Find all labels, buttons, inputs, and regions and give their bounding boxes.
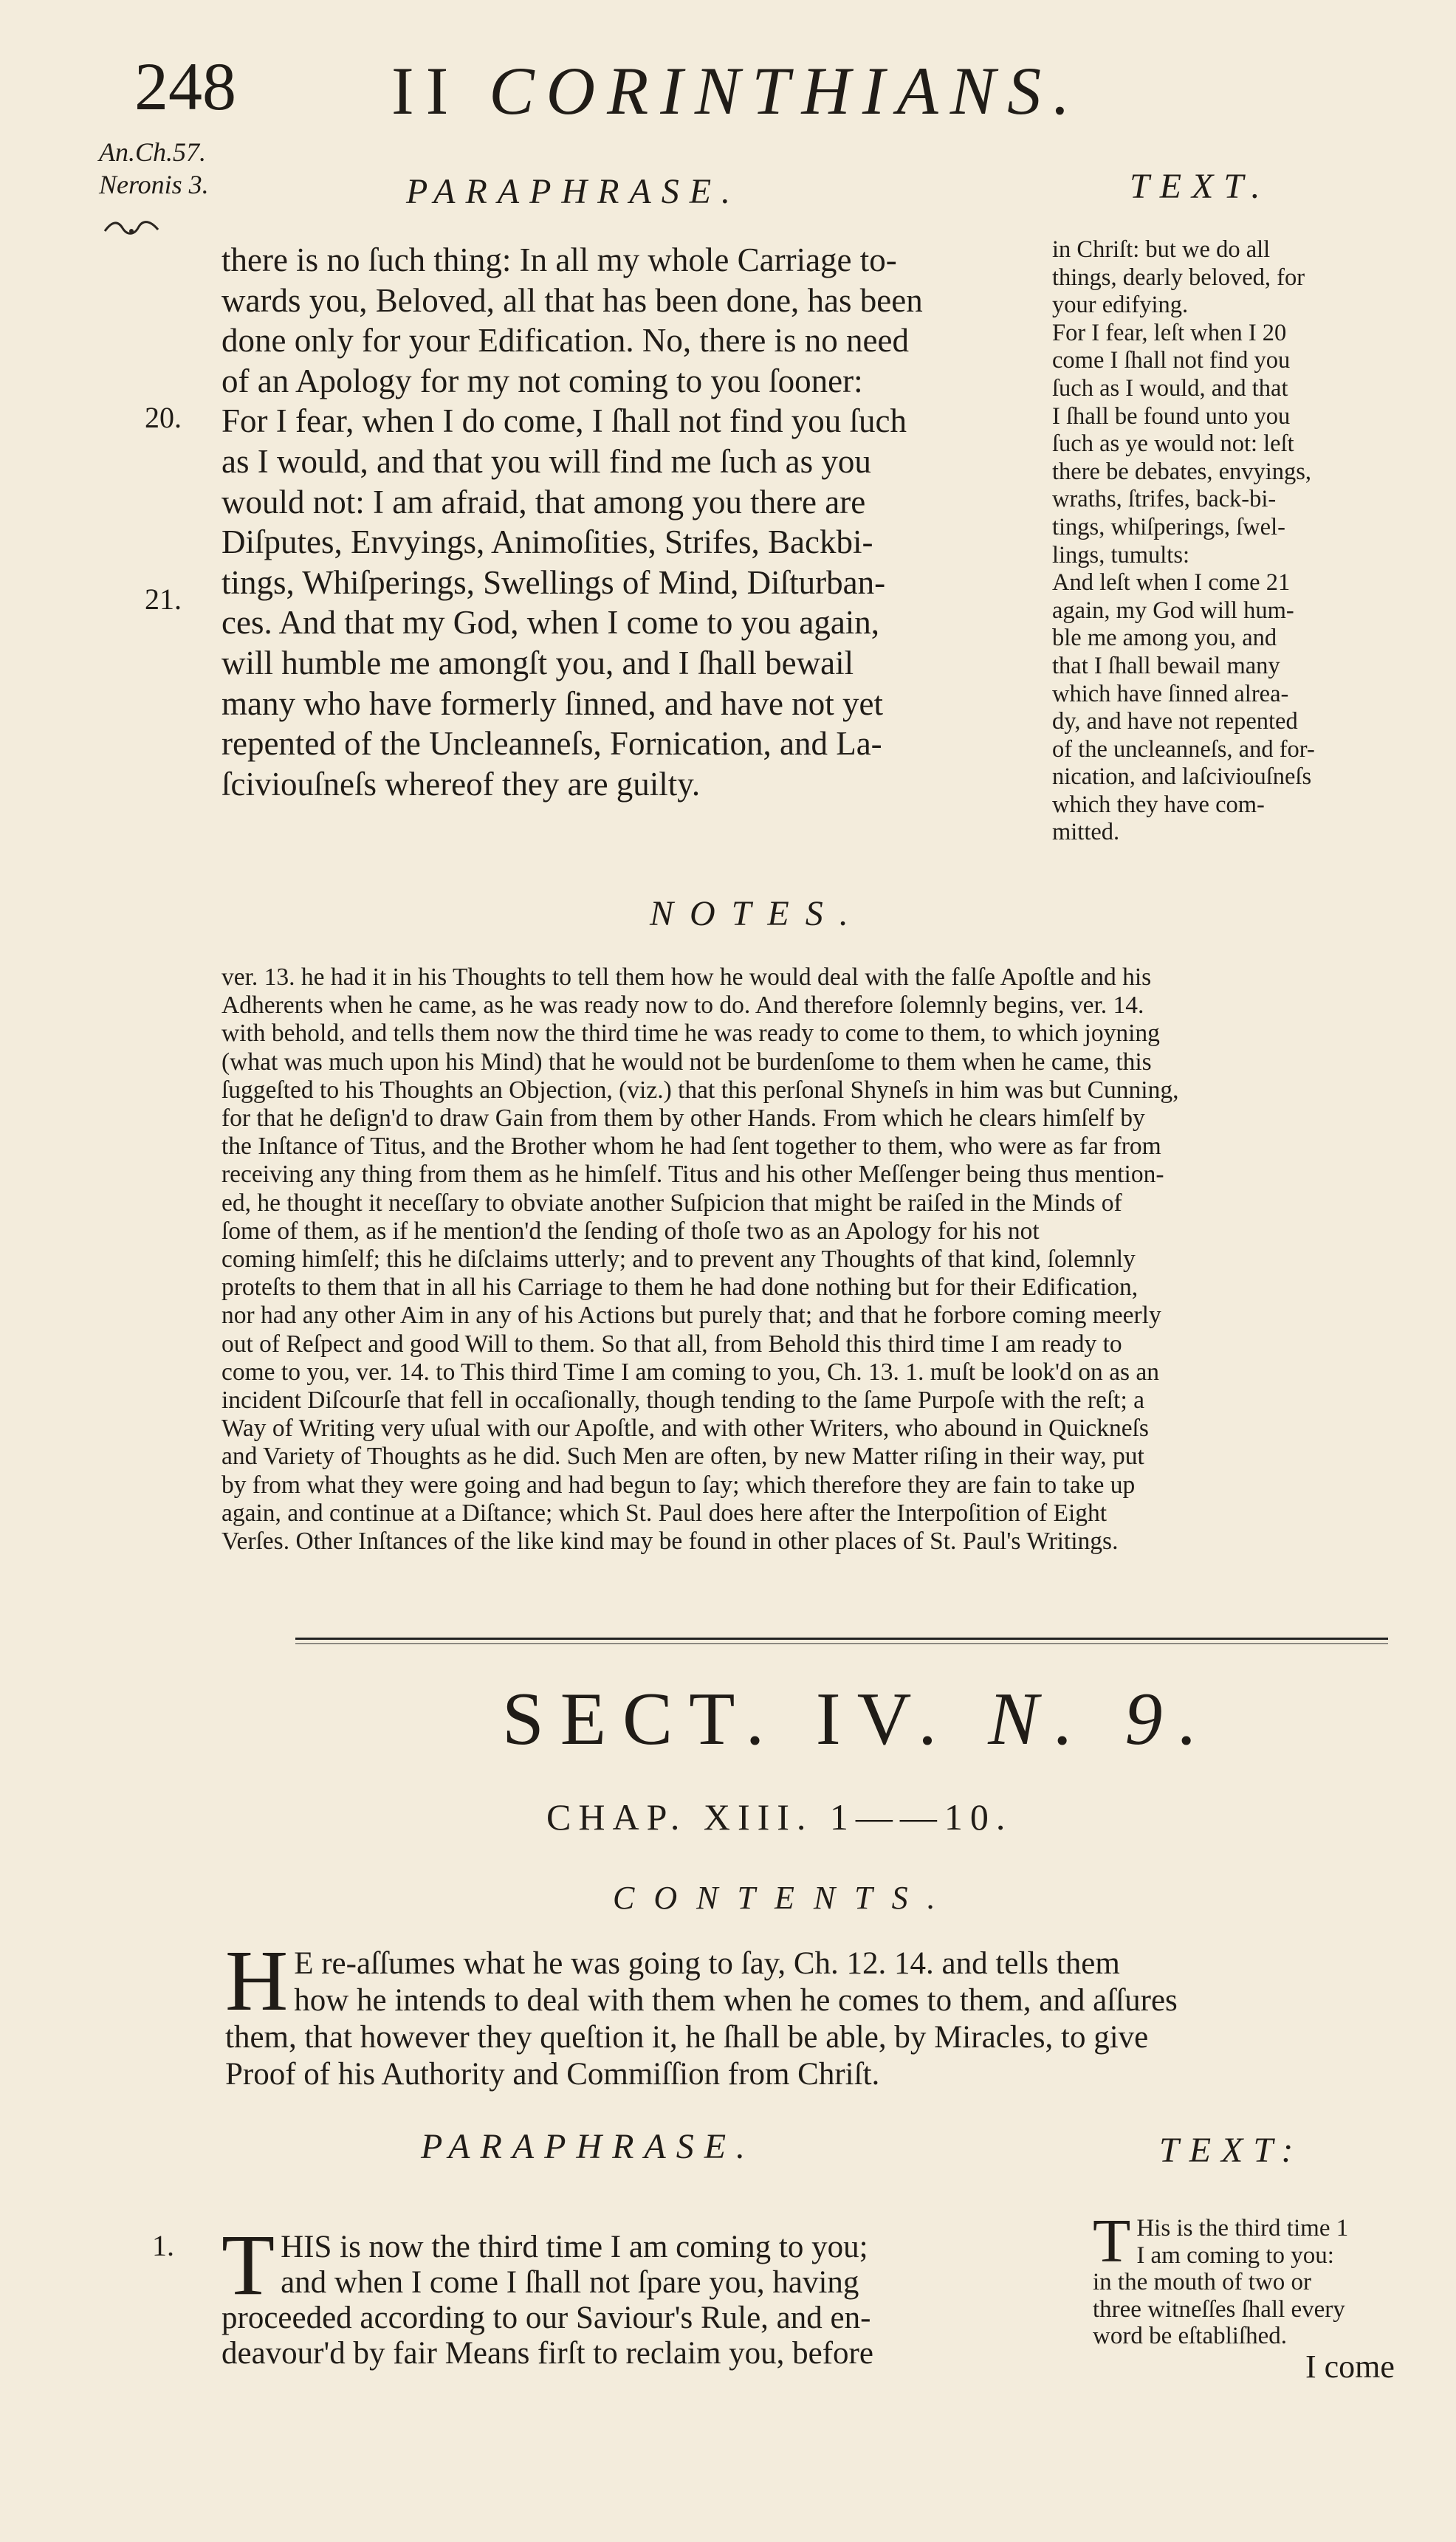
note-line: with behold, and tells them now the third time he was ready to come to them, to which joyning: [222, 1020, 1160, 1048]
note-line: the Inſtance of Titus, and the Brother whom he had ſent together to them, who were as far from: [222, 1133, 1161, 1161]
paraphrase-line: repented of the Uncleanneſs, Fornication, and La-: [222, 725, 882, 763]
note-line: ver. 13. he had it in his Thoughts to tell them how he would deal with the falſe Apoſtle and his: [222, 963, 1152, 991]
paraphrase-line: as I would, and that you will find me ſuch as you: [222, 442, 871, 480]
paraphrase-line: Diſputes, Envyings, Animoſities, Strifes, Backbi-: [222, 523, 873, 561]
note-line: Way of Writing very uſual with our Apoſtle, and with other Writers, who abound in Quickneſs: [222, 1415, 1149, 1443]
ornament-icon: [102, 210, 161, 244]
notes-heading: NOTES.: [650, 894, 865, 933]
verse-number-21: 21.: [145, 583, 182, 616]
note-line: out of Reſpect and good Will to them. So that all, from Behold this third time I am ready to: [222, 1330, 1122, 1358]
paraphrase-line: and when I come I ſhall not ſpare you, having: [281, 2264, 859, 2300]
text-line: your edifying.: [1052, 292, 1189, 319]
paraphrase-heading: PARAPHRASE.: [406, 172, 741, 211]
text-line: three witneſſes ſhall every: [1093, 2295, 1345, 2323]
margin-date-year: An.Ch.57.: [99, 137, 207, 167]
text-column: [1052, 236, 1410, 847]
text-dropcap: T: [1093, 2207, 1131, 2275]
paraphrase-block: [222, 240, 1040, 804]
section-title-number: SECT. IV.: [502, 1677, 953, 1761]
text-line: again, my God will hum-: [1052, 597, 1294, 624]
text-line: lings, tumults:: [1052, 541, 1190, 568]
paraphrase-line: would not: I am afraid, that among you there are: [222, 483, 866, 521]
contents-line: Proof of his Authority and Commiſſion from Chriſt.: [225, 2057, 880, 2092]
text-line: mitted.: [1052, 819, 1120, 846]
note-line: ed, he thought it neceſſary to obviate another Suſpicion that might be raiſed in the Minds of: [222, 1189, 1122, 1217]
text-line: things, dearly beloved, for: [1052, 264, 1305, 291]
text-line: come I ſhall not find you: [1052, 347, 1291, 374]
note-line: again, and continue at a Diſtance; which St. Paul does here after the Interpoſition of Eight: [222, 1499, 1108, 1527]
note-line: Adherents when he came, as he was ready now to do. And therefore ſolemnly begins, ver. 14.: [222, 992, 1144, 1020]
section-rule-thin: [295, 1643, 1388, 1644]
note-line: come to you, ver. 14. to This third Time I am coming to you, Ch. 13. 1. muſt be look'd on as an: [222, 1358, 1159, 1386]
paraphrase-line: HIS is now the third time I am coming to you;: [281, 2230, 868, 2264]
text-line: tings, whiſperings, ſwel-: [1052, 513, 1285, 540]
text-line: which they have com-: [1052, 791, 1265, 818]
text-line: I am coming to you:: [1136, 2242, 1334, 2269]
text-line: in the mouth of two or: [1093, 2269, 1312, 2295]
paraphrase-line: there is no ſuch thing: In all my whole Carriage to-: [222, 241, 897, 278]
verse-number-20: 20.: [145, 401, 182, 434]
text-line: wraths, ſtrifes, back-bi-: [1052, 486, 1277, 513]
text-line: ſuch as ye would not: leſt: [1052, 430, 1294, 458]
paraphrase-line: will humble me amongſt you, and I ſhall bewail: [222, 644, 854, 681]
paraphrase-line: ſciviouſneſs whereof they are guilty.: [222, 765, 701, 803]
contents-line: them, that however they queſtion it, he ſhall be able, by Miracles, to give: [225, 2020, 1149, 2055]
note-line: ſome of them, as if he mention'd the ſending of thoſe two as an Apology for his not: [222, 1217, 1040, 1245]
text-column-2: [1093, 2207, 1418, 2350]
note-line: (what was much upon his Mind) that he would not be burdenſome to them when he came, this: [222, 1048, 1152, 1076]
note-line: proteſts to them that in all his Carriage to them he had done nothing but for their Edification,: [222, 1274, 1139, 1302]
contents-block: [225, 1932, 1392, 2093]
paraphrase-line: For I fear, when I do come, I ſhall not find you ſuch: [222, 402, 907, 440]
margin-date-reign: Neronis 3.: [99, 170, 209, 199]
page-number: 248: [134, 49, 236, 124]
paraphrase-line: deavour'd by fair Means firſt to reclaim you, before: [222, 2335, 873, 2371]
paraphrase-heading-2: PARAPHRASE.: [421, 2127, 756, 2166]
text-line: nication, and laſciviouſneſs: [1052, 763, 1312, 791]
section-title-n: N. 9.: [988, 1677, 1214, 1761]
text-line: His is the third time 1: [1136, 2215, 1349, 2242]
text-line: of the uncleanneſs, and for-: [1052, 735, 1315, 763]
text-line: And leſt when I come 21: [1052, 569, 1291, 597]
contents-heading: CONTENTS.: [613, 1880, 955, 1916]
chapter-title: CHAP. XIII. 1——10.: [546, 1796, 1013, 1838]
running-head-title: CORINTHIANS.: [489, 53, 1082, 128]
section-rule: [295, 1638, 1388, 1640]
text-heading-2: TEXT:: [1159, 2131, 1304, 2170]
text-line: which have ſinned alrea-: [1052, 680, 1289, 707]
text-line: there be debates, envyings,: [1052, 458, 1312, 485]
paraphrase-line: done only for your Edification. No, there is no need: [222, 322, 910, 360]
text-line: I ſhall be found unto you: [1052, 402, 1291, 430]
text-line: ſuch as I would, and that: [1052, 374, 1288, 402]
paraphrase-line: ces. And that my God, when I come to you again,: [222, 604, 880, 642]
text-line: For I fear, leſt when I 20: [1052, 319, 1287, 346]
note-line: Verſes. Other Inſtances of the like kind may be found in other places of St. Paul's Writings.: [222, 1528, 1119, 1556]
note-line: coming himſelf; this he diſclaims utterly; and to prevent any Thoughts of that kind, ſolemnly: [222, 1246, 1136, 1274]
contents-line: E re-aſſumes what he was going to ſay, Ch. 12. 14. and tells them: [294, 1946, 1120, 1981]
note-line: incident Diſcourſe that fell in occaſionally, though tending to the ſame Purpoſe with the reſt; a: [222, 1387, 1145, 1415]
catchword: I come: [1305, 2349, 1395, 2385]
note-line: and Variety of Thoughts as he did. Such Men are often, by new Matter riſing in their way, put: [222, 1443, 1144, 1471]
notes-block: [222, 963, 1381, 1556]
text-line: in Chriſt: but we do all: [1052, 236, 1271, 263]
paraphrase-dropcap: T: [222, 2216, 275, 2313]
text-line: dy, and have not repented: [1052, 708, 1298, 735]
note-line: nor had any other Aim in any of his Actions but purely that; and that he forbore coming meerly: [222, 1302, 1161, 1330]
paraphrase-line: tings, Whiſperings, Swellings of Mind, Diſturban-: [222, 563, 886, 601]
note-line: receiving any thing from them as he himſelf. Titus and his other Meſſenger being thus mention-: [222, 1161, 1164, 1189]
paraphrase-line: many who have formerly ſinned, and have not yet: [222, 684, 883, 722]
running-head: [391, 52, 1082, 130]
verse-number-1: 1.: [152, 2229, 174, 2262]
text-line: ble me among you, and: [1052, 625, 1277, 652]
text-line: word be eſtabliſhed.: [1093, 2323, 1288, 2349]
note-line: for that he deſign'd to draw Gain from them by other Hands. From which he clears himſelf by: [222, 1105, 1145, 1133]
contents-dropcap: H: [225, 1932, 289, 2029]
note-line: ſuggeſted to his Thoughts an Objection, (viz.) that this perſonal Shyneſs in him was but Cunning,: [222, 1076, 1179, 1104]
contents-line: how he intends to deal with them when he comes to them, and aſſures: [294, 1983, 1178, 2018]
section-title: [502, 1676, 1214, 1762]
paraphrase-block-2: [222, 2216, 1071, 2371]
margin-date: [99, 136, 209, 201]
paraphrase-line: of an Apology for my not coming to you ſooner:: [222, 362, 863, 399]
paraphrase-line: wards you, Beloved, all that has been done, has been: [222, 281, 923, 319]
note-line: by from what they were going and had begun to ſay; which therefore they are fain to take up: [222, 1471, 1136, 1499]
text-heading: TEXT.: [1130, 167, 1271, 206]
running-head-prefix: II: [391, 53, 461, 128]
text-line: that I ſhall bewail many: [1052, 652, 1280, 679]
paraphrase-line: proceeded according to our Saviour's Rule, and en-: [222, 2301, 871, 2335]
